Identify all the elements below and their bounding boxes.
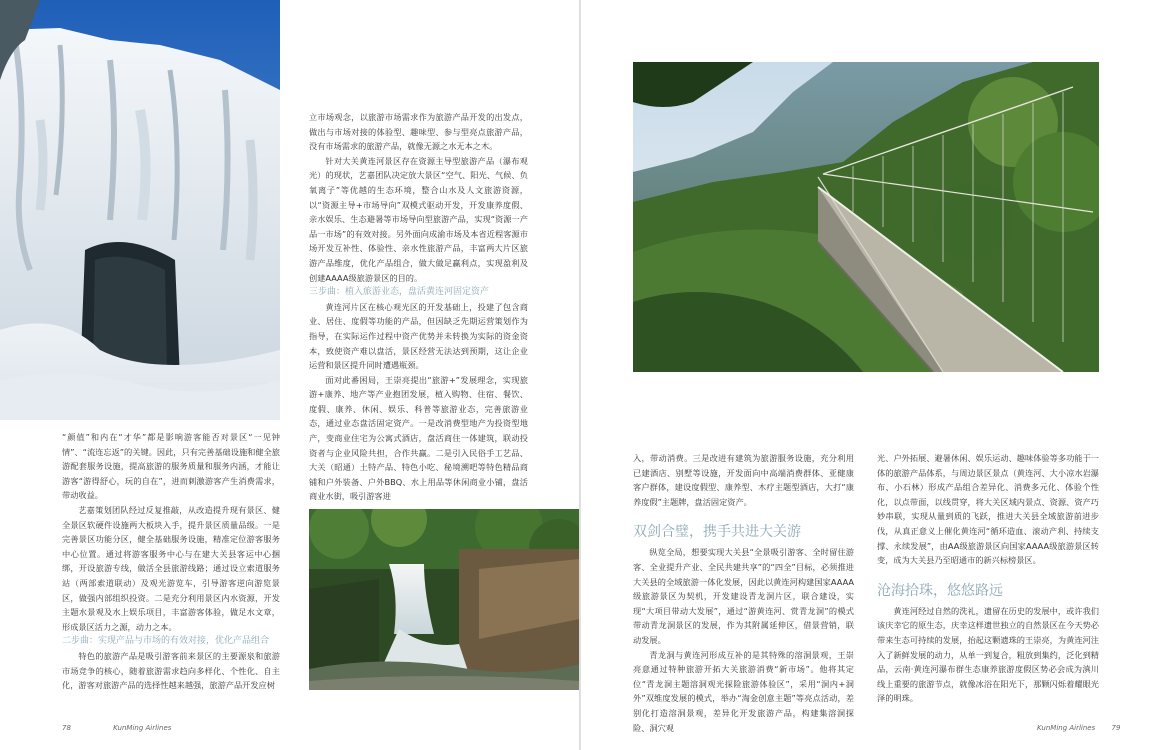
paragraph: 入，带动消费。三是改进有建筑为旅游服务设施，充分利用已建酒店、别墅等设施，开发面向中高端消费群体、亚健康客户群体，建设度假型、康养型、木疗主题型酒店，大打“康养度假”主题牌，盘活固定资产。: [633, 453, 854, 507]
paragraph: 面对此番困局，王崇亮提出“旅游+”发展理念，实现旅游+康养、地产等产业抱团发展，植入购物、住宿、餐饮、度假、康养、休闲、娱乐、科普等旅游业态，完善旅游业态，通过业态盘活固定资产。一是改消费型地产为投资型地产，变商业住宅为公寓式酒店，盘活商住一体建筑，联动投资者与企业风险共担，合作共赢。二是引入民俗手工艺品、大关（昭通）土特产品、特色小吃、秘境溯吧等特色精品商铺和户外装备、户外BBQ、水上用品等休闲商业小铺，盘活商业水街，吸引游客进: [309, 374, 528, 502]
page-number: 79: [1111, 724, 1121, 732]
page-number-left: [62, 724, 171, 732]
right-column-4: [877, 451, 1099, 706]
subheading-step-two: 二步曲：实现产品与市场的有效对接，优化产品组合: [62, 636, 270, 647]
paragraph: 艺嘉策划团队经过反复推敲，从改造提升现有景区、健全景区软硬件设施两大板块入手，提升景区质量品级。一是完善景区功能分区，健全基础服务设施，精准定位游客服务中心位置。通过将游客服务中心与在建大关县客运中心捆绑，开设旅游专线，做活全县旅游线路；通过设立索道服务站（两部索道联动）及观光游览车，引导游客逆向游览景区，做强内部组织投资。二是充分利用景区内水资源，开发主题水景观及水上娱乐项目，丰富游客体验，做足水文章，形成景区活力之源，动力之本。: [62, 504, 280, 632]
frozen-waterfall-photo: [0, 0, 280, 420]
magazine-brand: KunMing Airlines: [113, 724, 172, 732]
page-number-right: [1037, 724, 1120, 732]
paragraph: 黄连河经过自然的洗礼，遗留在历史的发展中，或许我们该庆幸它的原生态，庆幸这样遗世独立的自然景区在今天势必带来生态可持续的发展，抬起这颗遗珠的王崇亮，为黄连河注入了新鲜发展的动力，从单一到复合，粗放到集约，泛化到精品，云南·黄连河瀑布群生态康养旅游度假区势必会成为滇川线上重要的旅游节点，就像冰浴在阳光下，那颗闪烁着耀眼光泽的明珠。: [877, 605, 1099, 704]
right-page: [580, 0, 1160, 750]
page-number: 78: [62, 724, 71, 732]
right-column-3: [633, 451, 854, 735]
left-column-1: [62, 430, 280, 693]
paragraph: 针对大关黄连河景区存在资源主导型旅游产品（瀑布观光）的现状，艺嘉团队决定放大景区“空气、阳光、气候、负氧离子”等优越的生态环境，整合山水及人文旅游资源，以“资源主导+市场导向”双模式驱动开发，开发康养度假、亲水娱乐、生态避暑等市场导向型旅游产品，实现“资源一产品一市场”的有效对接。另外面向成渝市场及本省近程客源市场开发互补性、体验性、亲水性旅游产品，丰富两大片区旅游产品维度，优化产品组合，做大做足赢利点，实现盈利及创建AAAA级旅游景区的目的。: [309, 155, 528, 283]
paragraph: “颜值”和内在“才华”都是影响游客能否对景区“一见钟情”、“流连忘返”的关键。因此，只有完善基础设施和健全旅游配套服务设施，提高旅游的服务质量和服务内涵，才能让游客“游得舒心，玩的自在”，进而刺激游客产生消费需求，带动收益。: [62, 432, 280, 501]
paragraph: 立市场观念，以旅游市场需求作为旅游产品开发的出发点，做出与市场对接的体验型、趣味型、参与型亮点旅游产品，没有市场需求的旅游产品，就像无源之水无本之木。: [309, 112, 528, 152]
suspension-bridge-photo: [633, 62, 1099, 372]
magazine-brand: KunMing Airlines: [1037, 724, 1096, 732]
left-column-2: [309, 110, 528, 504]
section-heading-dual-swords: 双剑合璧，携手共进大关游: [633, 524, 801, 541]
subheading-step-three: 三步曲：植入旅游业态，盘活黄连河固定资产: [309, 287, 490, 298]
paragraph: 特色的旅游产品是吸引游客前来景区的主要源泉和旅游市场竞争的核心，随着旅游需求趋向多样化、个性化、自主化，游客对旅游产品的选择性越来越强，旅游产品开发应树: [62, 650, 280, 691]
paragraph: 黄连河片区在核心观光区的开发基础上，投建了包含商业、居住、度假等功能的产品，但因缺乏先期运营策划作为指导，在实际运作过程中资产优势并未转换为实际的资金资本，致使资产难以盘活，景区经营无法达到预期，这让企业运营和景区提升同时遭遇瓶颈。: [309, 301, 528, 371]
waterfall-photo: [309, 509, 580, 690]
section-heading-pearl: 沧海拾珠，悠悠路远: [877, 582, 1003, 599]
paragraph: 光、户外拓展、避暑休闲、娱乐运动、趣味体验等多功能于一体的旅游产品体系，与周边景区景点（黄连河、大小凉水岩瀑布、小石林）形成产品组合差异化、消费多元化、体验个性化，以点带面，以线贯穿，将大关区域内景点、资源、资产巧妙串联，实现从量到质的飞跃，推进大关县全域旅游前进步伐，从真正意义上催化黄连河“循环造血、滚动产利、持续支撑、永续发展”，由AA级旅游景区向国家AAAA级旅游景区转变，成为大关县乃至昭通市的新兴标榜景区。: [877, 453, 1099, 566]
paragraph: 纵览全局，想要实现大关县“全景吸引游客、全时留住游客、全业提升产业、全民共建共享”的“四全”目标，必须推进大关县的全域旅游一体化发展，因此以黄连河构建国家AAAA级旅游景区为契机，开发建设青龙洞片区，联合建设，实现“大项目带动大发展”，通过“游黄连河、赏青龙洞”的模式带动青龙洞景区的发展，作为其附属延伸区，借景营销，联动发展。: [633, 547, 854, 645]
paragraph: 青龙洞与黄连河形成互补的是其特殊的溶洞景观，王崇亮意通过特种旅游开拓大关旅游消费“新市场”。他将其定位“青龙洞主题溶洞观光探险旅游体验区”，采用“洞内+洞外”双维度发展的模式，举办“淘金创意主题”等亮点活动，差别化打造溶洞景观，差异化开发旅游产品，构建集溶洞探险、洞穴观: [633, 649, 854, 733]
